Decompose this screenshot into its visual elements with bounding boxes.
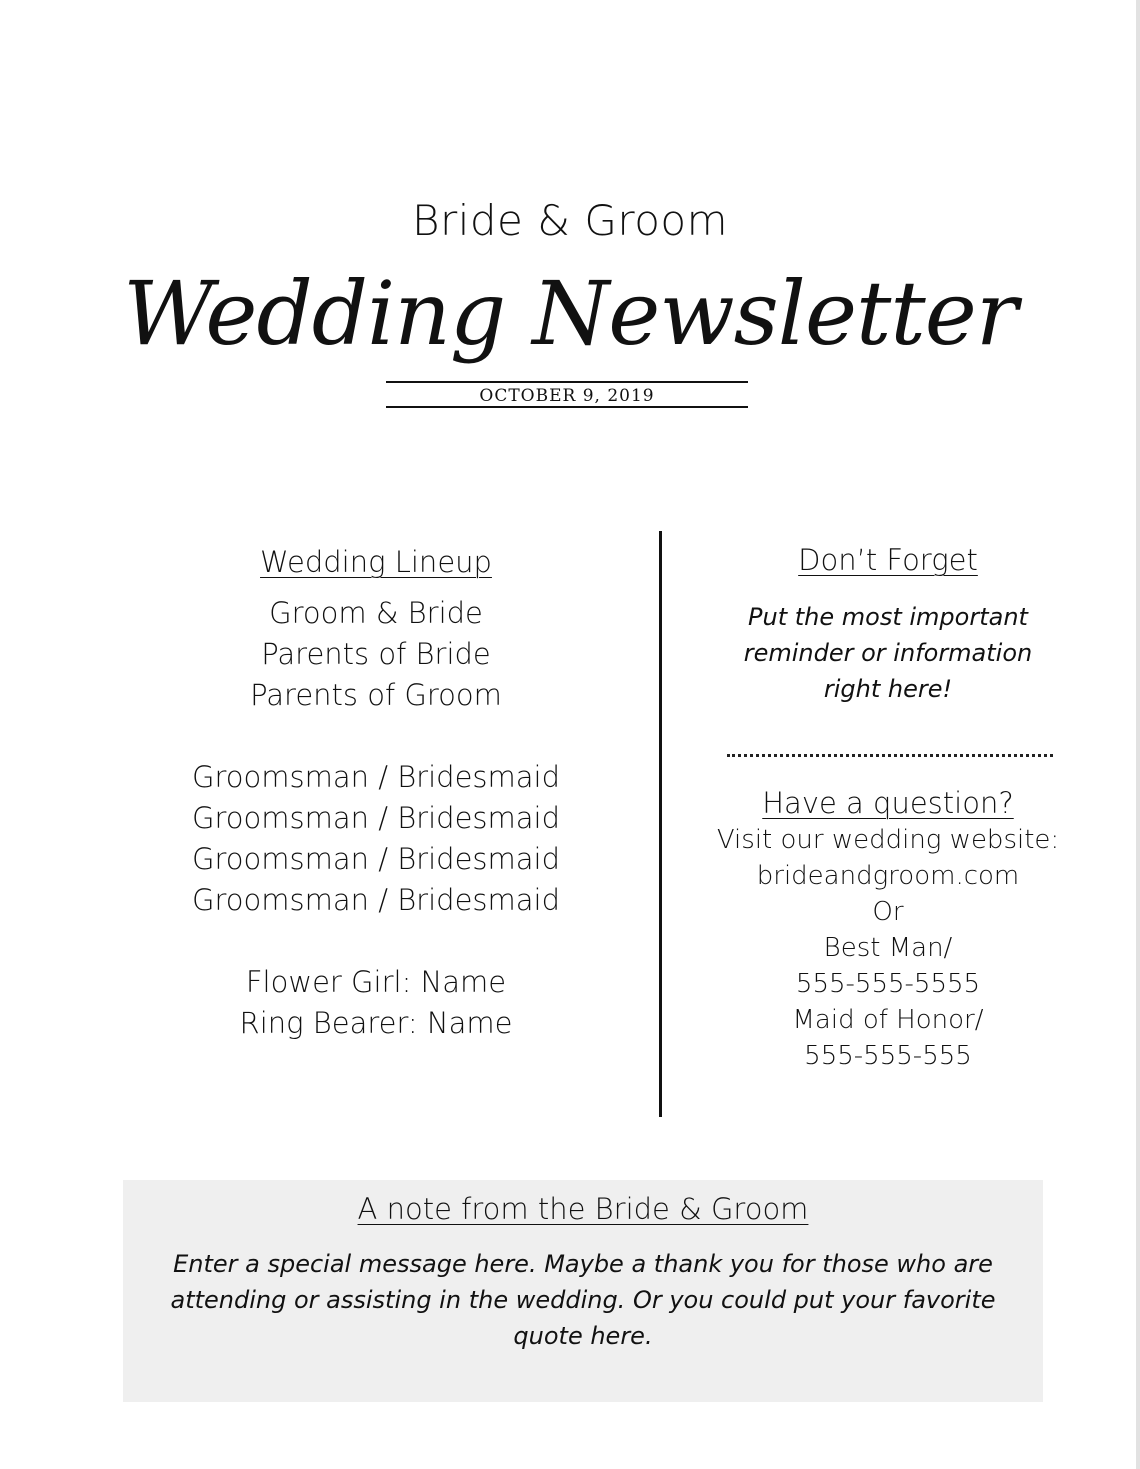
lineup-item: Parents of Groom: [250, 678, 502, 712]
note-text: [153, 1246, 1013, 1354]
reminder-line: right here!: [823, 675, 953, 703]
newsletter-date: OCTOBER 9, 2019: [479, 386, 655, 406]
date-top-rule: [386, 381, 748, 383]
question-line: Best Man/: [823, 933, 953, 963]
note-line: quote here.: [513, 1322, 653, 1350]
lineup-item: Groomsman / Bridesmaid: [191, 883, 561, 917]
lineup-item: Groom & Bride: [269, 596, 483, 630]
reminder-line: Put the most important: [748, 603, 1028, 631]
lineup-item: Flower Girl: Name: [245, 965, 507, 999]
lineup-item: Groomsman / Bridesmaid: [191, 801, 561, 835]
maid-of-honor-phone: 555-555-555: [804, 1041, 972, 1071]
wedding-lineup-heading: Wedding Lineup: [260, 545, 492, 579]
newsletter-subtitle: Bride & Groom: [411, 196, 729, 245]
date-bottom-rule: [386, 406, 748, 408]
wedding-lineup-section: [126, 545, 626, 1044]
lineup-item: Parents of Bride: [261, 637, 491, 671]
question-line: Visit our wedding website:: [716, 825, 1060, 855]
reminder-line: reminder or information: [743, 639, 1033, 667]
best-man-phone: 555-555-5555: [795, 969, 981, 999]
note-heading: A note from the Bride & Groom: [357, 1192, 809, 1226]
lineup-item: Groomsman / Bridesmaid: [191, 842, 561, 876]
question-heading: Have a question?: [762, 786, 1014, 820]
reminder-section: [712, 543, 1064, 707]
question-line: Or: [872, 897, 904, 927]
question-section: [712, 786, 1064, 1074]
newsletter-title: Wedding Newsletter: [123, 262, 1017, 365]
note-line: Enter a special message here. Maybe a thank you for those who are: [173, 1250, 993, 1278]
column-divider: [659, 531, 662, 1117]
lineup-item: Groomsman / Bridesmaid: [191, 760, 561, 794]
question-line: Maid of Honor/: [792, 1005, 984, 1035]
note-box: [123, 1180, 1043, 1402]
reminder-heading: Don’t Forget: [798, 543, 978, 577]
lineup-item: Ring Bearer: Name: [239, 1006, 513, 1040]
dotted-separator: [727, 754, 1053, 757]
website-link[interactable]: brideandgroom.com: [756, 861, 1020, 891]
note-line: attending or assisting in the wedding. Or you could put your favorite: [170, 1286, 996, 1314]
